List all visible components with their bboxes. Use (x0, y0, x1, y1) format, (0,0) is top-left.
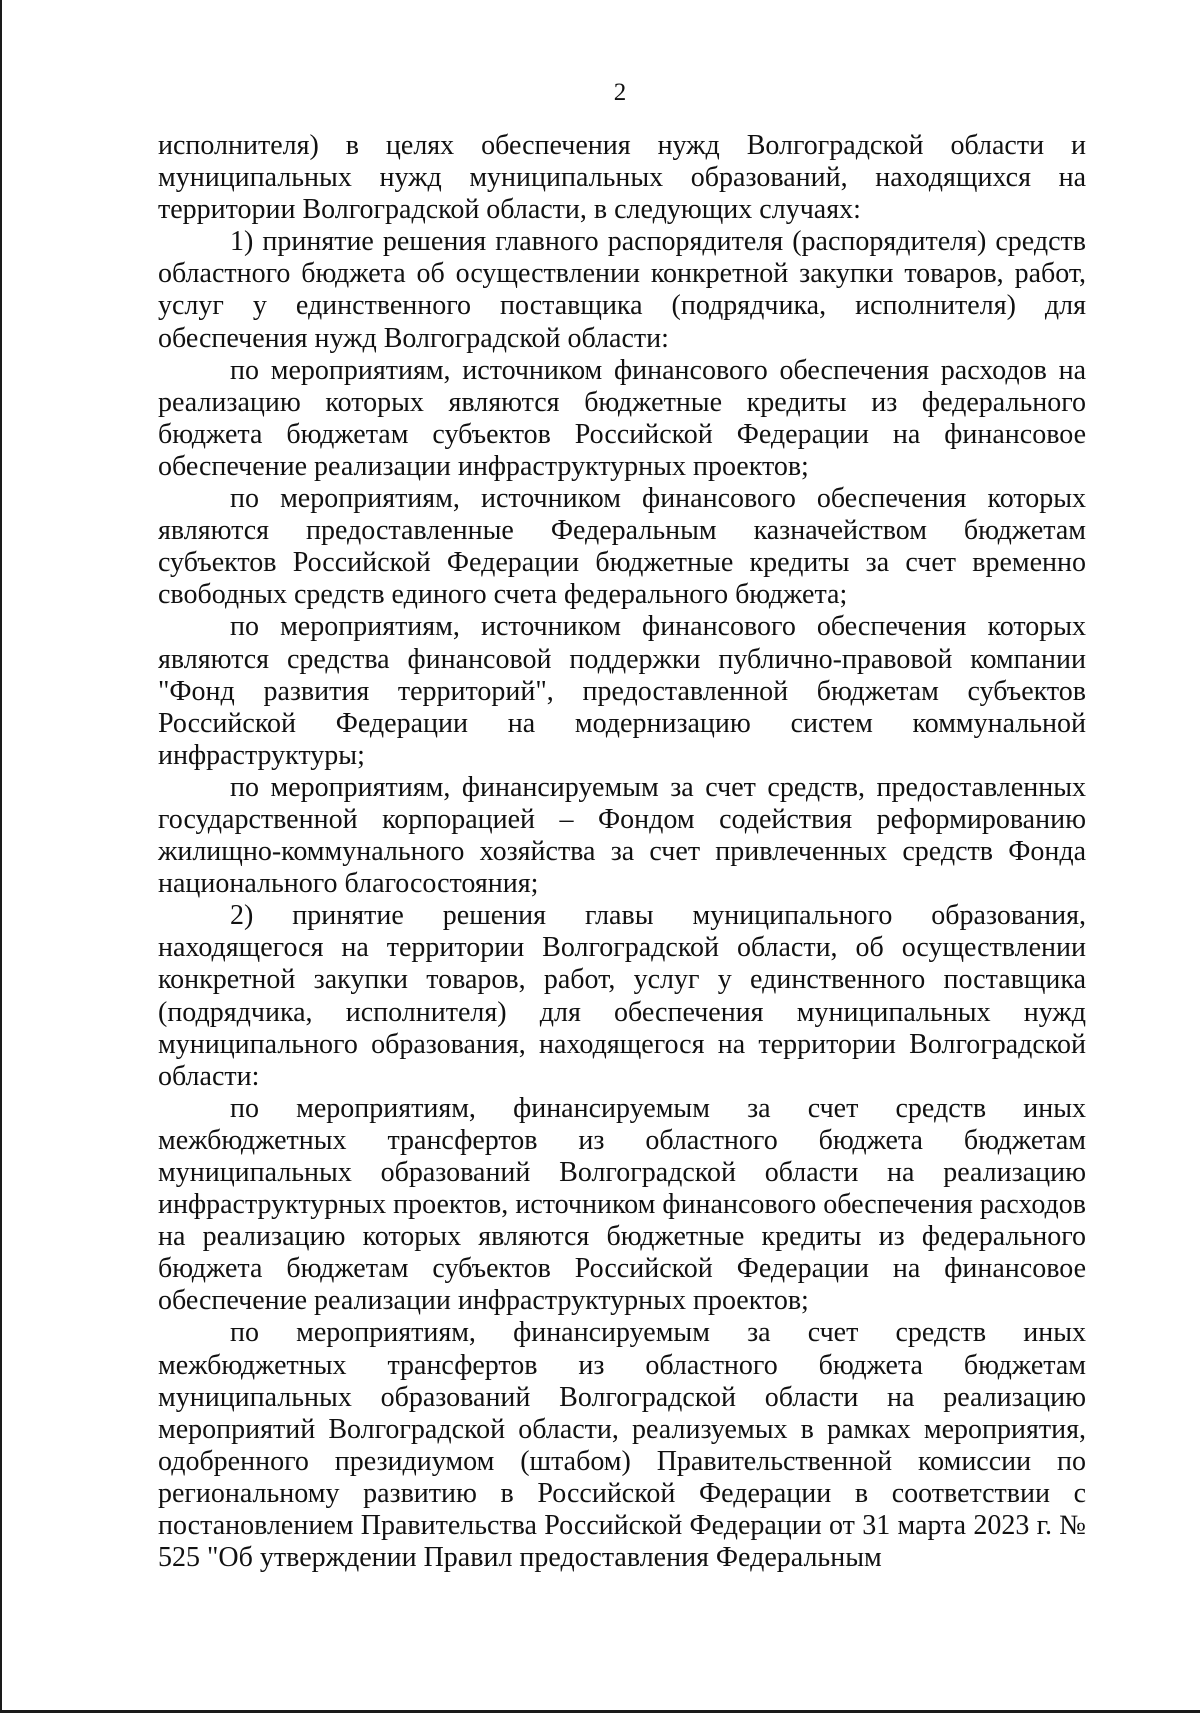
paragraph-5: по мероприятиям, источником финансового обеспечения которых являются средства финансовой поддержки публично-правовой компании "Фонд развития территорий", предоставленной бюджетам субъектов Российской Федерации на модернизацию систем коммунальной инфраструктуры; (158, 611, 1086, 771)
paragraph-6: по мероприятиям, финансируемым за счет средств, предоставленных государственной корпорацией – Фондом содействия реформированию жилищно-коммунального хозяйства за счет привлеченных средств Фонда национального благосостояния; (158, 771, 1086, 900)
scan-edge-left (0, 0, 2, 1713)
document-body (158, 130, 1086, 1574)
paragraph-9: по мероприятиям, финансируемым за счет средств иных межбюджетных трансфертов из областного бюджета бюджетам муниципальных образований Волгоградской области на реализацию мероприятий Волгоградской области, реализуемых в рамках мероприятия, одобренного президиумом (штабом) Правительственной комиссии по региональному развитию в Российской Федерации в соответствии с постановлением Правительства Российской Федерации от 31 марта 2023 г. № 525 "Об утверждении Правил предоставления Федеральным (158, 1317, 1086, 1574)
paragraph-2: 1) принятие решения главного распорядителя (распорядителя) средств областного бюджета об осуществлении конкретной закупки товаров, работ, услуг у единственного поставщика (подрядчика, исполнителя) для обеспечения нужд Волгоградской области: (158, 226, 1086, 354)
page-number: 2 (613, 79, 627, 106)
paragraph-8: по мероприятиям, финансируемым за счет средств иных межбюджетных трансфертов из областного бюджета бюджетам муниципальных образований Волгоградской области на реализацию инфраструктурных проектов, источником финансового обеспечения расходов на реализацию которых являются бюджетные кредиты из федерального бюджета бюджетам субъектов Российской Федерации на финансовое обеспечение реализации инфраструктурных проектов; (158, 1092, 1086, 1317)
paragraph-4: по мероприятиям, источником финансового обеспечения которых являются предоставленные Федеральным казначейством бюджетам субъектов Российской Федерации бюджетные кредиты за счет временно свободных средств единого счета федерального бюджета; (158, 483, 1086, 611)
paragraph-1: исполнителя) в целях обеспечения нужд Волгоградской области и муниципальных нужд муниципальных образований, находящихся на территории Волгоградской области, в следующих случаях: (158, 130, 1086, 226)
paragraph-7: 2) принятие решения главы муниципального образования, находящегося на территории Волгоградской области, об осуществлении конкретной закупки товаров, работ, услуг у единственного поставщика (подрядчика, исполнителя) для обеспечения муниципальных нужд муниципального образования, находящегося на территории Волгоградской области: (158, 900, 1086, 1092)
paragraph-3: по мероприятиям, источником финансового обеспечения расходов на реализацию которых являются бюджетные кредиты из федерального бюджета бюджетам субъектов Российской Федерации на финансовое обеспечение реализации инфраструктурных проектов; (158, 354, 1086, 482)
